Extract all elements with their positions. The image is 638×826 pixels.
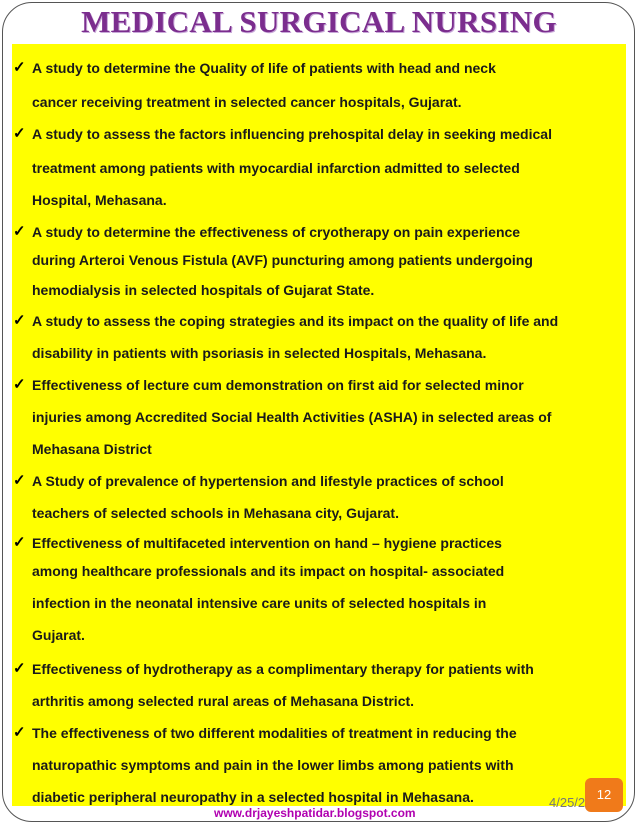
checkmark-icon: ✓ [13,534,26,551]
item-line: A study to determine the Quality of life of patients with head and neck [32,60,496,76]
checkmark-icon: ✓ [13,312,26,329]
page-number-badge: 12 [585,778,623,812]
item-line: diabetic peripheral neuropathy in a selected hospital in Mehasana. [32,789,474,805]
item-line: teachers of selected schools in Mehasana city, Gujarat. [32,505,399,521]
checkmark-icon: ✓ [13,472,26,489]
item-line: The effectiveness of two different modalities of treatment in reducing the [32,725,517,741]
item-line: A Study of prevalence of hypertension and lifestyle practices of school [32,473,504,489]
item-line: Effectiveness of multifaceted intervention on hand – hygiene practices [32,535,502,551]
item-line: Effectiveness of lecture cum demonstration on first aid for selected minor [32,377,524,393]
item-line: A study to determine the effectiveness of cryotherapy on pain experience [32,224,521,240]
item-line: treatment among patients with myocardial infarction admitted to selected [32,160,520,176]
item-line: A study to assess the coping strategies and its impact on the quality of life and [32,313,559,329]
content-panel [12,44,626,806]
checkmark-icon: ✓ [13,125,26,142]
item-line: among healthcare professionals and its impact on hospital- associated [32,563,505,579]
checkmark-icon: ✓ [13,660,26,677]
item-line: naturopathic symptoms and pain in the lower limbs among patients with [32,757,514,773]
checkmark-icon: ✓ [13,376,26,393]
item-line: Effectiveness of hydrotherapy as a complimentary therapy for patients with [32,661,534,677]
footer-url-link[interactable]: www.drjayeshpatidar.blogspot.com [214,806,416,820]
item-line: Gujarat. [32,627,85,643]
item-line: injuries among Accredited Social Health Activities (ASHA) in selected areas of [32,409,552,425]
item-line: cancer receiving treatment in selected cancer hospitals, Gujarat. [32,94,462,110]
item-line: Mehasana District [32,441,152,457]
item-line: hemodialysis in selected hospitals of Gujarat State. [32,282,375,298]
item-line: during Arteroi Venous Fistula (AVF) puncturing among patients undergoing [32,252,533,268]
item-line: A study to assess the factors influencing prehospital delay in seeking medical [32,126,552,142]
item-line: infection in the neonatal intensive care units of selected hospitals in [32,595,487,611]
checkmark-icon: ✓ [13,724,26,741]
checkmark-icon: ✓ [13,223,26,240]
item-line: arthritis among selected rural areas of Mehasana District. [32,693,415,709]
checkmark-icon: ✓ [13,59,26,76]
slide-date: 4/25/2 [549,795,586,810]
item-line: Hospital, Mehasana. [32,192,167,208]
item-line: disability in patients with psoriasis in selected Hospitals, Mehasana. [32,345,487,361]
page-title: MEDICAL SURGICAL NURSING [81,4,557,39]
